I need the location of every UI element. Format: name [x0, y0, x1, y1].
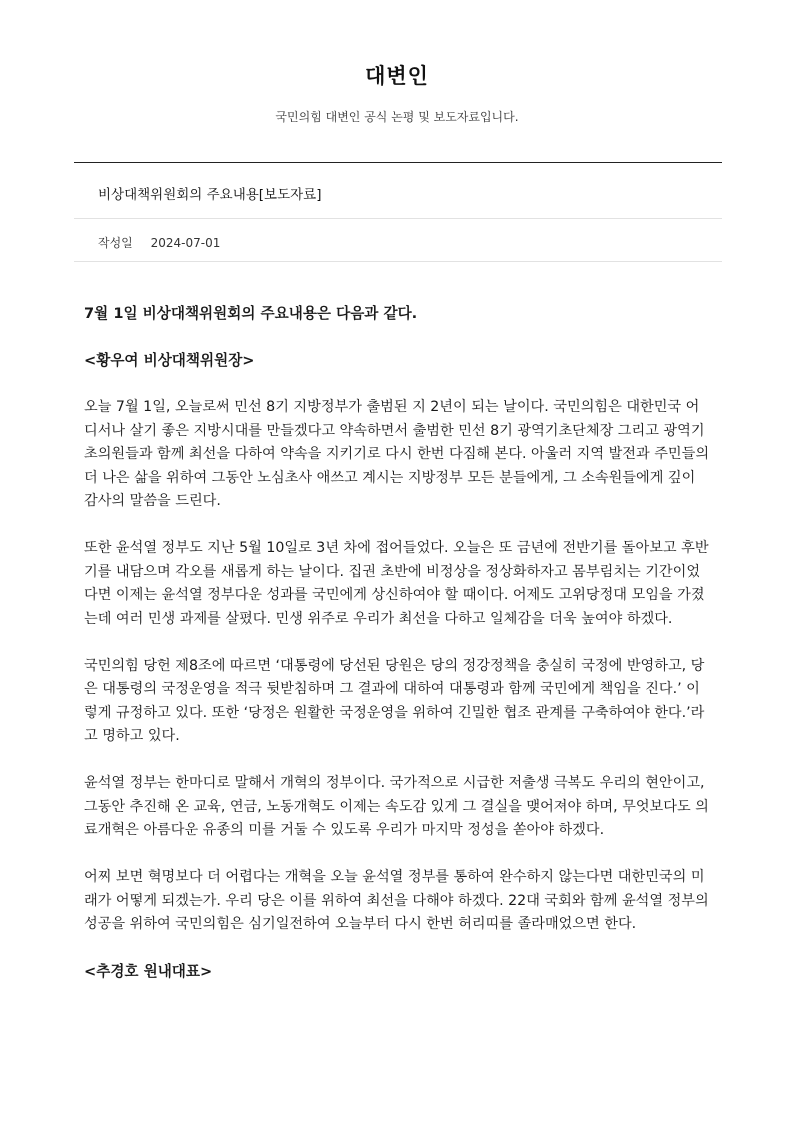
post-container [74, 162, 722, 1007]
article-paragraph: 윤석열 정부는 한마디로 말해서 개혁의 정부이다. 국가적으로 시급한 저출생 극복도 우리의 현안이고, 그동안 추진해 온 교육, 연금, 노동개혁도 이제는 속도감 있게 그 결실을 맺어져야 하며, 무엇보다도 의료개혁은 아름다운 유종의 미를 거둘 수 있도록 우리가 마지막 정성을 쏟아야 하겠다. [84, 775, 709, 838]
article-paragraph: 오늘 7월 1일, 오늘로써 민선 8기 지방정부가 출범된 지 2년이 되는 날이다. 국민의힘은 대한민국 어디서나 살기 좋은 지방시대를 만들겠다고 약속하면서 출범한 민선 8기 광역기초단체장 그리고 광역기초의원들과 함께 최선을 다하여 약속을 지키기로 다시 한번 다짐해 본다. 아울러 지역 발전과 주민들의 더 나은 삶을 위하여 그동안 노심초사 애쓰고 계시는 지방정부 모든 분들에게, 그 소속원들에게 깊이 감사의 말씀을 드린다. [84, 399, 710, 509]
site-header [0, 0, 794, 125]
article-paragraph: 또한 윤석열 정부도 지난 5월 10일로 3년 차에 접어들었다. 오늘은 또 금년에 전반기를 돌아보고 후반기를 내담으며 각오를 새롭게 하는 날이다. 집권 초반에 비정상을 정상화하자고 몸부림치는 기간이었다면 이제는 윤석열 정부다운 성과를 국민에게 상신하여야 할 때이다. 어제도 고위당정대 모임을 가졌는데 여러 민생 과제를 살폈다. 민생 위주로 우리가 최선을 다하고 일체감을 더욱 높여야 하겠다. [84, 540, 709, 627]
article-paragraph: 어찌 보면 혁명보다 더 어렵다는 개혁을 오늘 윤석열 정부를 통하여 완수하지 않는다면 대한민국의 미래가 어떻게 되겠는가. 우리 당은 이를 위하여 최선을 다해야 하겠다. 22대 국회와 함께 윤석열 정부의 성공을 위하여 국민의힘은 심기일전하여 오늘부터 다시 한번 허리띠를 졸라매었으면 한다. [84, 869, 709, 932]
post-title: 비상대책위원회의 주요내용[보도자료] [74, 163, 722, 219]
page-title: 대변인 [365, 64, 429, 88]
section-heading-floor-leader: <추경호 원내대표> [84, 963, 213, 980]
page-subtitle: 국민의힘 대변인 공식 논평 및 보도자료입니다. [275, 110, 519, 124]
post-date: 2024-07-01 [150, 236, 221, 250]
date-label: 작성일 [98, 236, 133, 250]
article-lead: 7월 1일 비상대책위원회의 주요내용은 다음과 같다. [84, 305, 418, 322]
post-meta [74, 219, 722, 262]
section-heading-chair: <황우여 비상대책위원장> [84, 352, 255, 369]
article-body [74, 262, 722, 984]
article-paragraph: 국민의힘 당헌 제8조에 따르면 ‘대통령에 당선된 당원은 당의 정강정책을 충실히 국정에 반영하고, 당은 대통령의 국정운영을 적극 뒷받침하며 그 결과에 대하여 대통령과 함께 국민에게 책임을 진다.’ 이렇게 규정하고 있다. 또한 ‘당정은 원활한 국정운영을 위하여 긴밀한 협조 관계를 구축하여야 한다.’라고 명하고 있다. [84, 657, 705, 744]
